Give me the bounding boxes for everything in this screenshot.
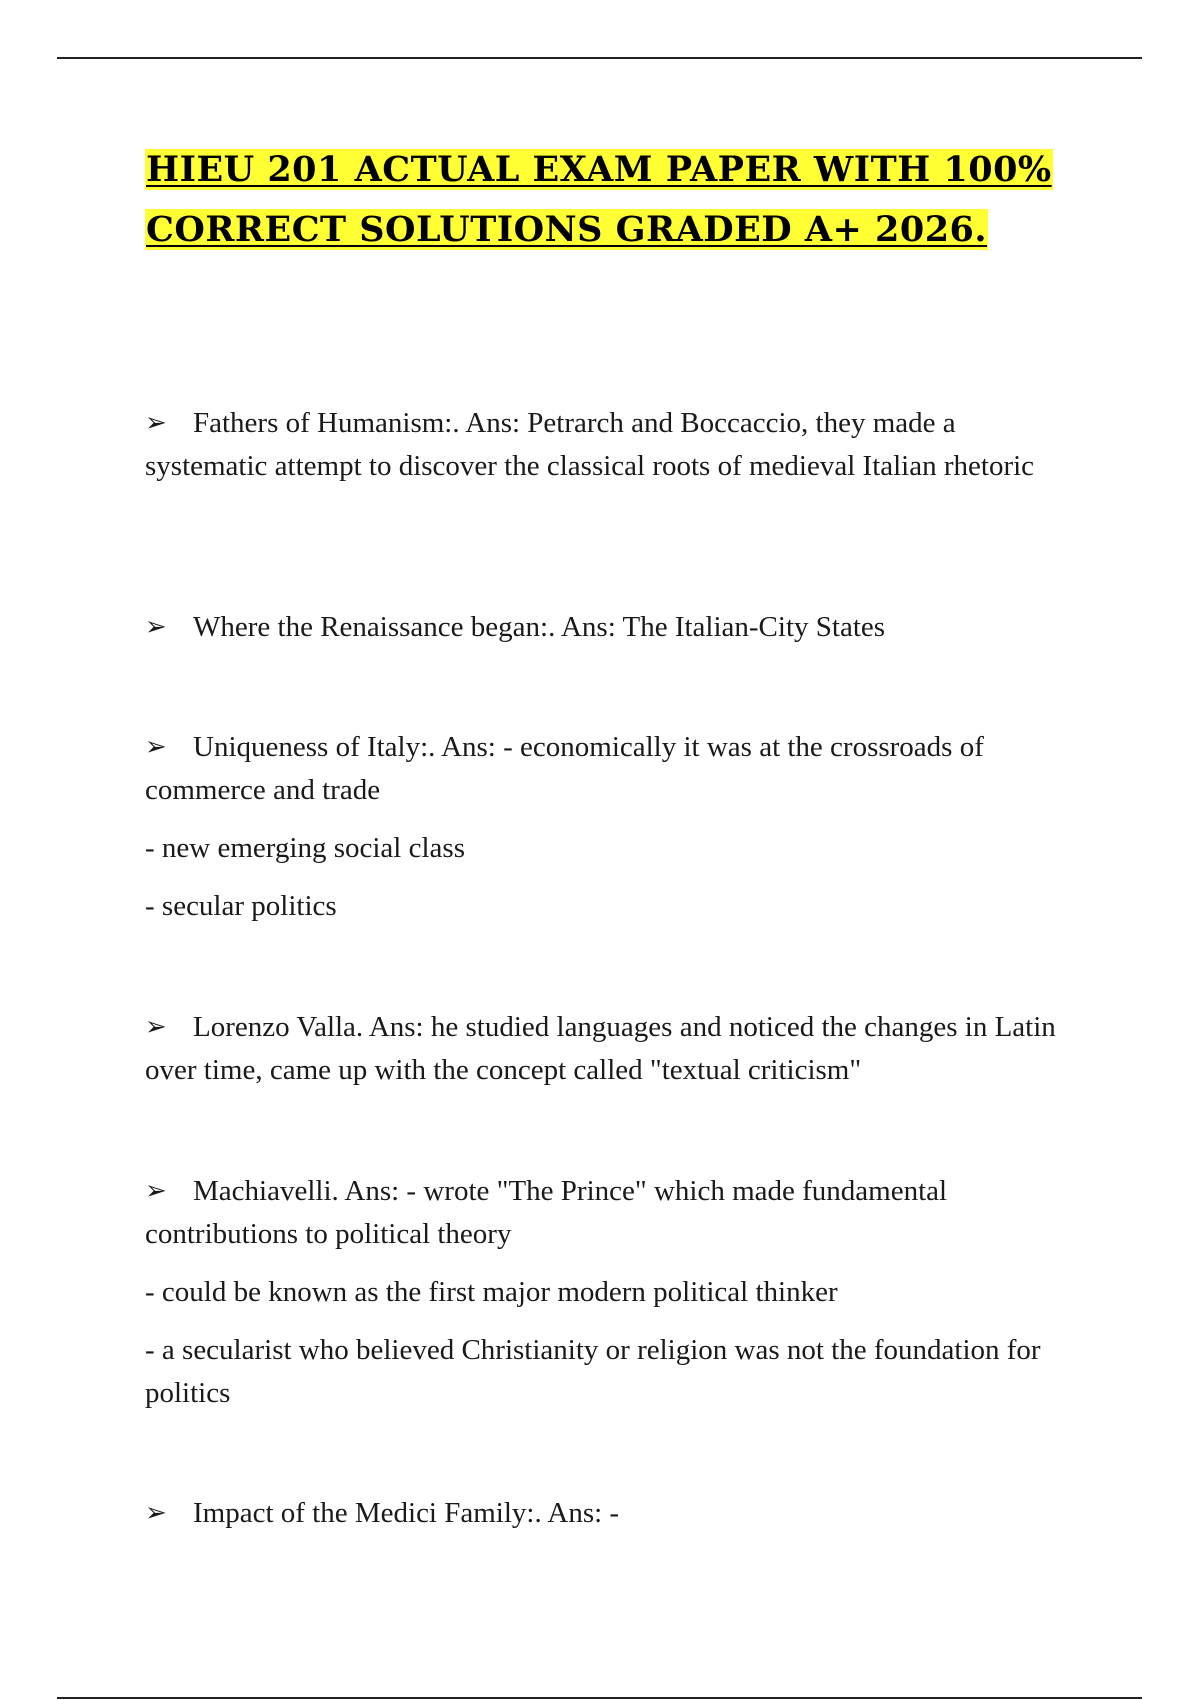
header-rule <box>57 57 1142 59</box>
arrowhead-bullet-icon: ➢ <box>145 1176 167 1206</box>
qa-subpoint: - secular politics <box>145 890 337 922</box>
qa-item-uniqueness-of-italy <box>145 726 1065 928</box>
arrowhead-bullet-icon: ➢ <box>145 1012 167 1042</box>
arrowhead-bullet-icon: ➢ <box>145 732 167 762</box>
qa-item-text: Where the Renaissance began:. Ans: The Italian-City States <box>193 611 886 643</box>
qa-item-medici-family <box>145 1492 1065 1535</box>
qa-item-text: Uniqueness of Italy:. Ans: - economically it was at the crossroads of commerce and trade <box>145 731 984 806</box>
qa-item-fathers-of-humanism <box>145 402 1065 488</box>
qa-item-renaissance-began <box>145 606 1065 649</box>
arrowhead-bullet-icon: ➢ <box>145 1498 167 1528</box>
qa-item-machiavelli <box>145 1170 1065 1415</box>
qa-item-text: Machiavelli. Ans: - wrote "The Prince" which made fundamental contributions to political theory <box>145 1175 948 1250</box>
document-title-text: HIEU 201 ACTUAL EXAM PAPER WITH 100% CORRECT SOLUTIONS GRADED A+ 2026. <box>146 149 1052 250</box>
footer-rule <box>57 1697 1142 1699</box>
qa-item-text: Impact of the Medici Family:. Ans: - <box>193 1497 620 1529</box>
qa-subpoint: - a secularist who believed Christianity or religion was not the foundation for politics <box>145 1334 1041 1409</box>
qa-subpoint: - new emerging social class <box>145 832 465 864</box>
qa-item-text: Fathers of Humanism:. Ans: Petrarch and Boccaccio, they made a systematic attempt to discover the classical roots of medieval Italian rhetoric <box>145 407 1035 482</box>
qa-item-text: Lorenzo Valla. Ans: he studied languages and noticed the changes in Latin over time, came up with the concept called "textual criticism" <box>145 1011 1056 1086</box>
arrowhead-bullet-icon: ➢ <box>145 612 167 642</box>
arrowhead-bullet-icon: ➢ <box>145 408 167 438</box>
document-title <box>145 140 1065 260</box>
qa-subpoint: - could be known as the first major modern political thinker <box>145 1276 838 1308</box>
qa-item-lorenzo-valla <box>145 1006 1065 1092</box>
